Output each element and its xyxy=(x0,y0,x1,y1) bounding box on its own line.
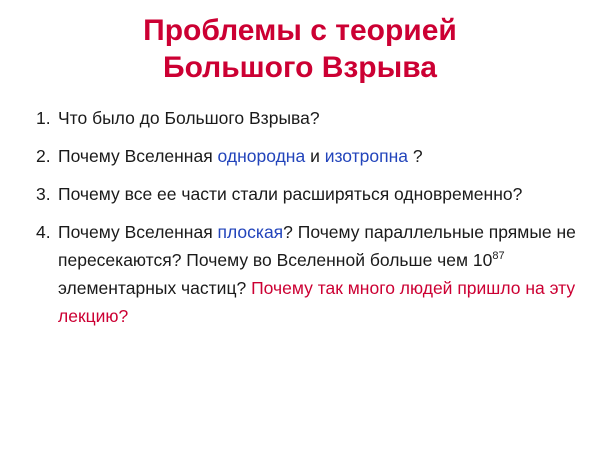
text-run: Почему все ее части стали расширяться одновременно? xyxy=(58,184,523,204)
page-title xyxy=(0,0,600,86)
page-title-line-2: Большого Взрыва xyxy=(163,51,437,84)
text-run: Что было до Большого Взрыва? xyxy=(58,108,320,128)
list-item-number: 3. xyxy=(36,184,51,204)
text-run: плоская xyxy=(217,222,284,242)
list-item xyxy=(0,142,600,170)
text-run: изотропна xyxy=(324,146,409,166)
list-item xyxy=(0,218,600,330)
exponent: 87 xyxy=(492,250,505,263)
text-run: Почему Вселенная xyxy=(58,146,218,166)
list-item xyxy=(0,104,600,132)
list-item-number: 1. xyxy=(36,108,51,128)
text-run: и xyxy=(305,146,325,166)
text-run: элементарных частиц? xyxy=(58,278,252,298)
list-item-number: 2. xyxy=(36,146,51,166)
problem-list xyxy=(0,104,600,330)
text-run: Почему так много людей пришло на эту лекцию? xyxy=(58,278,576,326)
list-item-text xyxy=(58,180,580,208)
list-item-text xyxy=(58,142,580,170)
text-run: ? Почему параллельные прямые не пересекаются? Почему во Вселенной больше чем 10 xyxy=(58,222,576,270)
list-item xyxy=(0,180,600,208)
text-run: ? xyxy=(408,146,423,166)
list-item-text xyxy=(58,104,580,132)
text-run: Почему Вселенная xyxy=(58,222,218,242)
text-run: однородна xyxy=(217,146,306,166)
list-item-text xyxy=(58,218,580,330)
page-title-line-1: Проблемы с теорией xyxy=(143,14,457,47)
list-item-number: 4. xyxy=(36,222,51,242)
